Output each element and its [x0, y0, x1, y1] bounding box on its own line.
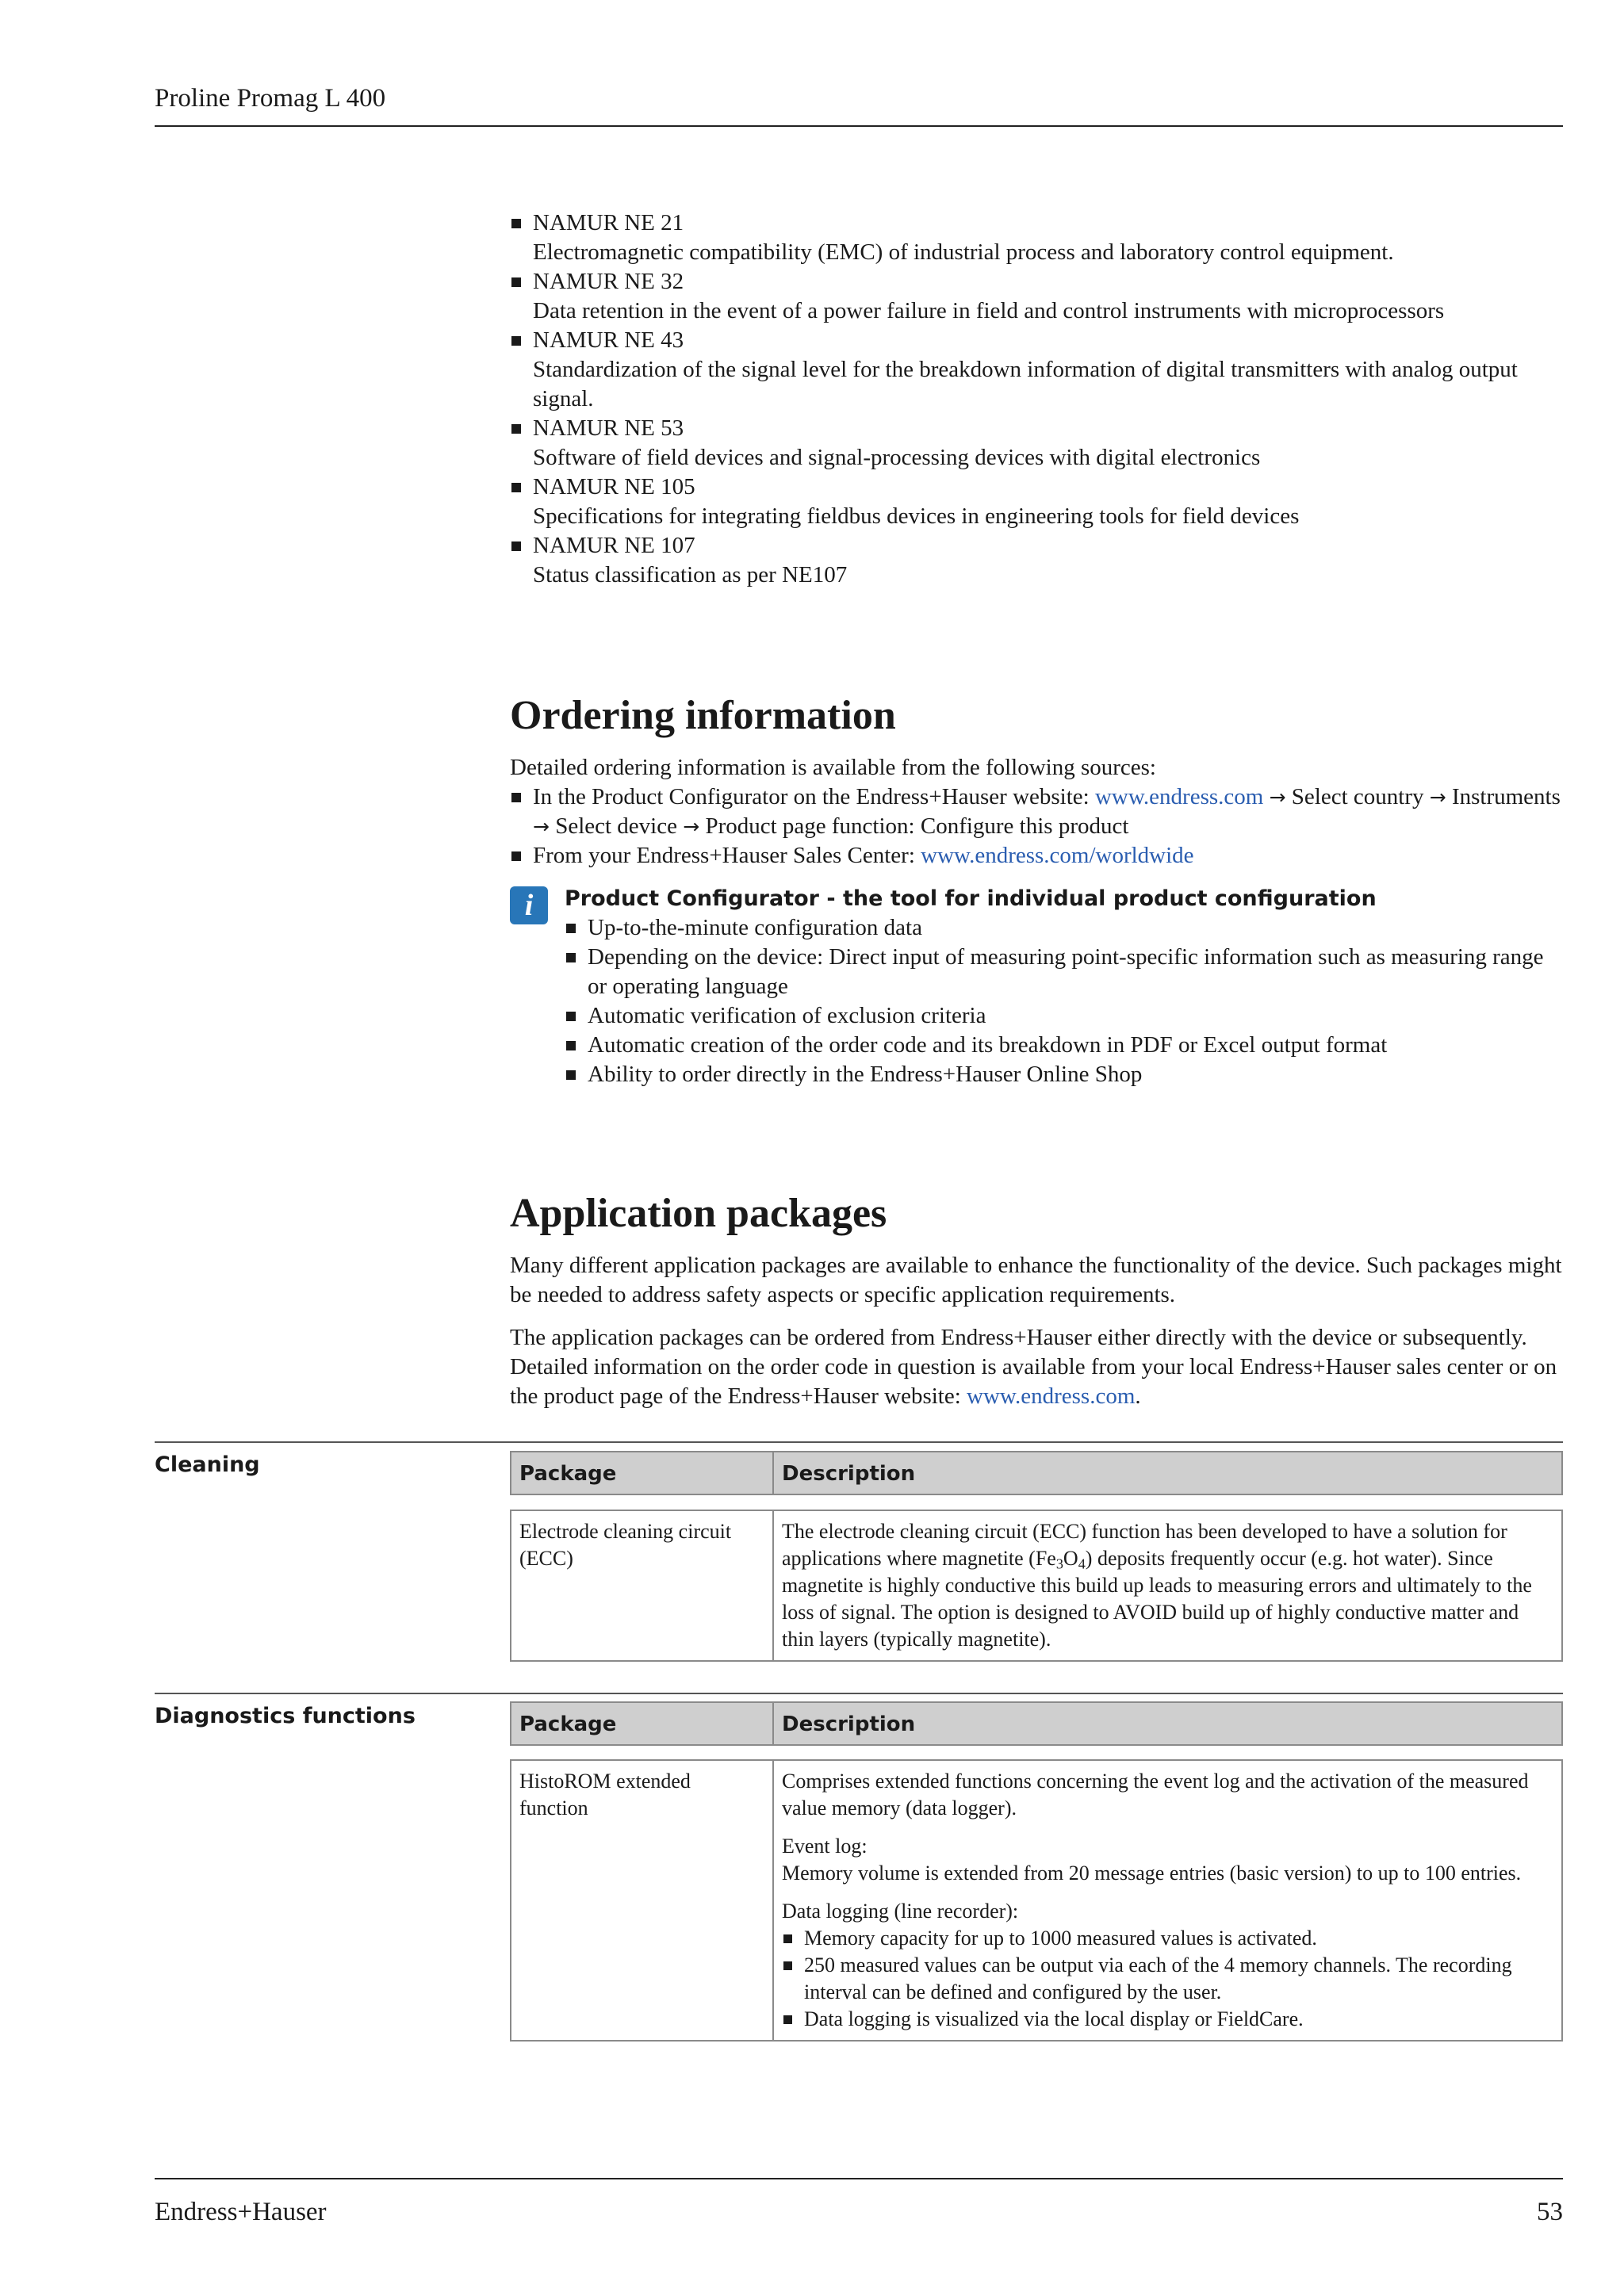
list-item [510, 841, 1563, 871]
standard-name: NAMUR NE 53 [533, 415, 684, 441]
source-text: Select device [555, 813, 677, 839]
arrow-right-icon: → [533, 815, 550, 838]
list-item [510, 783, 1563, 841]
info-body [565, 884, 1563, 1089]
subscript: 4 [1078, 1556, 1086, 1572]
list-item: Memory capacity for up to 1000 measured values is activated. [782, 1925, 1553, 1952]
list-item [510, 414, 1563, 473]
list-item [510, 326, 1563, 414]
description-text: ) deposits frequently occur (e.g. hot water). Since magnetite is highly conductive this build up leads to measuring errors and ultimately to the loss of signal. The option is designed to AVOID build up of highly conductive matter and thin layers (typically magnetite). [782, 1547, 1532, 1651]
page-number: 53 [1537, 2198, 1563, 2226]
list-item: 250 measured values can be output via each of the 4 memory channels. The recording interval can be defined and configured by the user. [782, 1952, 1553, 2006]
column-header-package: Package [510, 1451, 774, 1495]
standard-description: Data retention in the event of a power failure in field and control instruments with microprocessors [533, 298, 1445, 323]
section-divider [155, 1441, 1563, 1443]
column-header-package: Package [510, 1701, 774, 1746]
paragraph-text: The application packages can be ordered from Endress+Hauser either directly with the device or subsequently. Detailed information on the order code in question is available from your local Endress+Hauser sales center or on the product page of the Endress+Hauser website: [510, 1325, 1557, 1409]
section-divider [155, 1693, 1563, 1694]
info-title: Product Configurator - the tool for individual product configuration [565, 886, 1377, 911]
standard-name: NAMUR NE 107 [533, 533, 695, 558]
standards-list [510, 209, 1563, 590]
description-text: The electrode cleaning circuit (ECC) function has been developed to have a solution for applications where magnetite (Fe [782, 1520, 1507, 1570]
diagnostics-section-label: Diagnostics functions [155, 1704, 416, 1728]
table-header-row [510, 1451, 1563, 1495]
application-packages-heading: Application packages [510, 1191, 887, 1236]
list-item: Depending on the device: Direct input of measuring point-specific information such as measuring range or operating language [565, 943, 1563, 1001]
list-item [510, 473, 1563, 531]
ordering-information-heading: Ordering information [510, 693, 896, 738]
standard-description: Status classification as per NE107 [533, 562, 848, 587]
ordering-source-list [510, 783, 1563, 871]
table-row [510, 1759, 1563, 2042]
source-text: From your Endress+Hauser Sales Center: [533, 843, 921, 868]
ordering-intro: Detailed ordering information is available from the following sources: [510, 755, 1156, 780]
description-paragraph [782, 1833, 1553, 1887]
paragraph: Many different application packages are available to enhance the functionality of the device. Such packages might be needed to address safety aspects or specific application requirements. [510, 1253, 1562, 1307]
standard-name: NAMUR NE 21 [533, 210, 684, 235]
data-logging-title: Data logging (line recorder): [782, 1900, 1019, 1923]
package-name-cell: Electrode cleaning circuit (ECC) [510, 1510, 774, 1662]
endress-website-link[interactable]: www.endress.com [1094, 784, 1264, 809]
description-text: O [1063, 1547, 1078, 1570]
cleaning-section-label: Cleaning [155, 1452, 260, 1477]
table-row [510, 1510, 1563, 1662]
package-description-cell [774, 1759, 1563, 2042]
package-description-cell [774, 1510, 1563, 1662]
source-text: Instruments [1451, 784, 1561, 809]
subscript: 3 [1055, 1556, 1063, 1572]
list-item [510, 531, 1563, 590]
column-header-description: Description [774, 1701, 1563, 1746]
description-paragraph [782, 1898, 1553, 1925]
list-item: Ability to order directly in the Endress+Hauser Online Shop [565, 1060, 1563, 1089]
list-item: Automatic verification of exclusion criteria [565, 1001, 1563, 1031]
event-log-title: Event log: [782, 1835, 868, 1858]
arrow-right-icon: → [1429, 786, 1446, 809]
standard-name: NAMUR NE 32 [533, 269, 684, 294]
worldwide-sales-link[interactable]: www.endress.com/worldwide [921, 843, 1194, 868]
ordering-sources [510, 753, 1563, 871]
product-configurator-info-box [510, 884, 1563, 1089]
description-paragraph: Comprises extended functions concerning the event log and the activation of the measured value memory (data logger). [782, 1770, 1529, 1820]
source-text: Product page function: Configure this product [705, 813, 1129, 839]
table-header-row [510, 1701, 1563, 1746]
standards-list-container [510, 209, 1563, 590]
info-feature-list [565, 913, 1563, 1089]
data-logging-list [782, 1925, 1553, 2033]
application-packages-text [510, 1251, 1563, 1425]
arrow-right-icon: → [1269, 786, 1286, 809]
list-item [510, 209, 1563, 267]
footer-company: Endress+Hauser [155, 2198, 327, 2226]
standard-description: Specifications for integrating fieldbus devices in engineering tools for field devices [533, 503, 1300, 529]
standard-description: Software of field devices and signal-processing devices with digital electronics [533, 445, 1261, 470]
list-item: Data logging is visualized via the local display or FieldCare. [782, 2006, 1553, 2033]
standard-name: NAMUR NE 43 [533, 327, 684, 353]
endress-website-link[interactable]: www.endress.com [967, 1383, 1136, 1409]
footer-divider [155, 2178, 1563, 2179]
package-name-cell: HistoROM extended function [510, 1759, 774, 2042]
list-item: Up-to-the-minute configuration data [565, 913, 1563, 943]
standard-description: Standardization of the signal level for the breakdown information of digital transmitters with analog output signal. [533, 357, 1518, 411]
list-item: Automatic creation of the order code and its breakdown in PDF or Excel output format [565, 1031, 1563, 1060]
source-text: Select country [1291, 784, 1424, 809]
standard-description: Electromagnetic compatibility (EMC) of industrial process and laboratory control equipment. [533, 239, 1394, 265]
info-icon: i [510, 886, 548, 924]
header-divider [155, 125, 1563, 127]
list-item [510, 267, 1563, 326]
standard-name: NAMUR NE 105 [533, 474, 695, 499]
paragraph [510, 1323, 1563, 1411]
paragraph-text: . [1135, 1383, 1141, 1409]
event-log-text: Memory volume is extended from 20 message entries (basic version) to up to 100 entries. [782, 1862, 1522, 1885]
column-header-description: Description [774, 1451, 1563, 1495]
source-text: In the Product Configurator on the Endress+Hauser website: [533, 784, 1095, 809]
document-header-title: Proline Promag L 400 [155, 84, 386, 113]
arrow-right-icon: → [683, 815, 700, 838]
